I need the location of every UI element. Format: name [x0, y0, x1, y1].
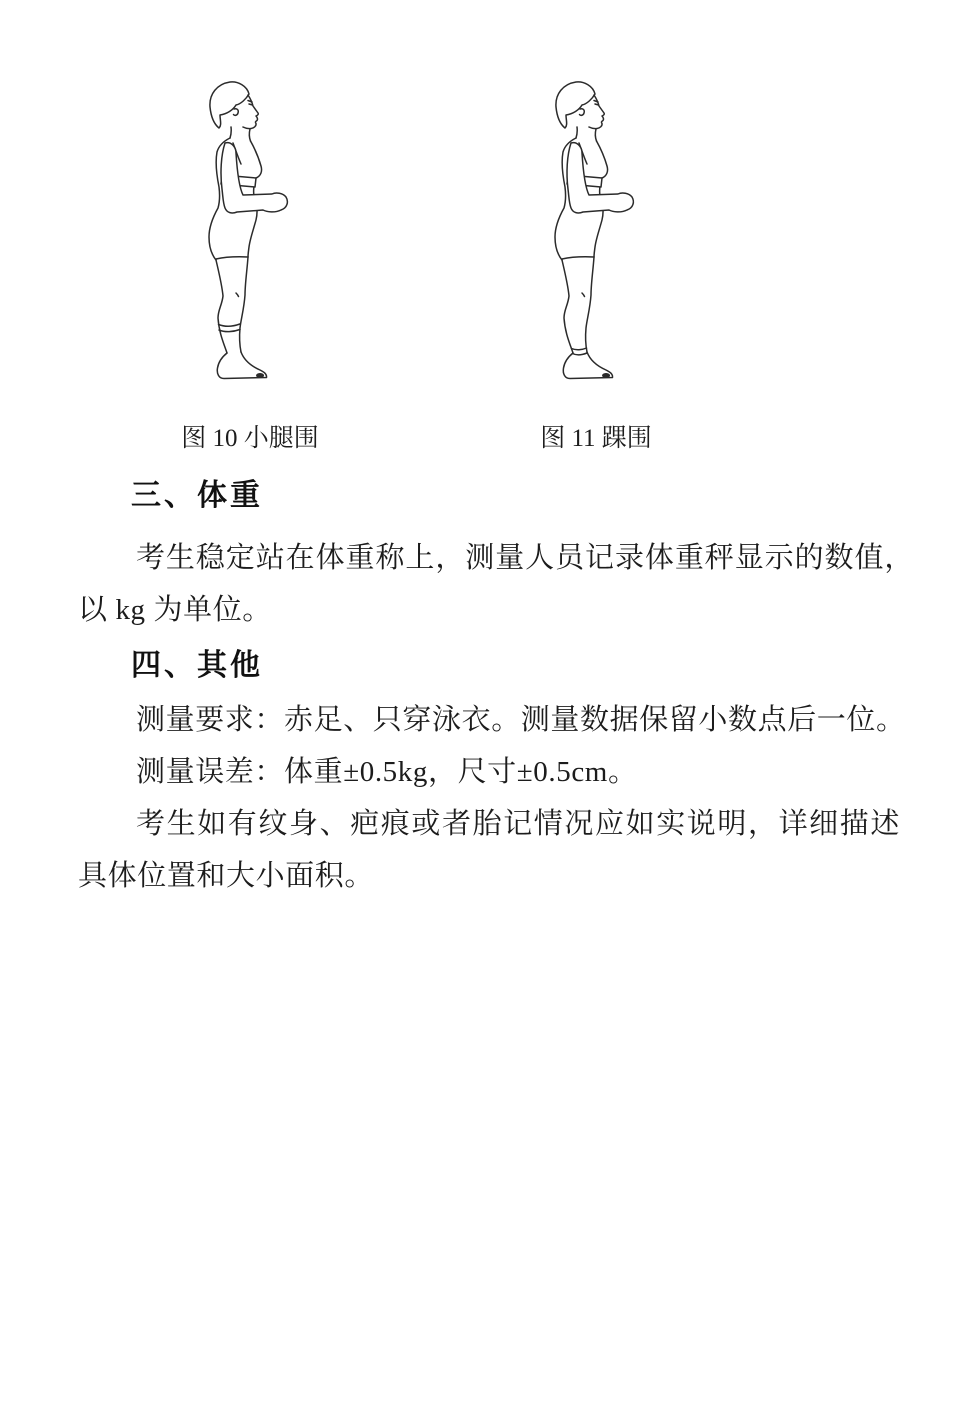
paragraph-weight-procedure: 考生稳定站在体重称上，测量人员记录体重秤显示的数值，以 kg 为单位。 — [78, 542, 914, 626]
figure-caption-ankle: 图 11 踝围 — [540, 425, 652, 452]
calf-measurement-band — [219, 324, 241, 332]
figure-outline — [209, 82, 287, 379]
section-heading-weight: 三、体重 — [131, 479, 263, 512]
calf-measurement-figure-illustration — [203, 81, 295, 383]
ankle-measurement-band — [572, 348, 588, 355]
paragraph-measure-tolerance: 测量误差：体重±0.5kg，尺寸±0.5cm。 — [136, 756, 638, 788]
figure-caption-calf: 图 10 小腿围 — [181, 425, 319, 452]
ankle-measurement-figure-illustration — [549, 81, 641, 383]
paragraph-tattoo-disclosure: 考生如有纹身、疤痕或者胎记情况应如实说明，详细描述具体位置和大小面积。 — [78, 808, 900, 892]
figure-outline — [555, 82, 633, 379]
section-heading-other: 四、其他 — [131, 649, 263, 682]
document-body — [78, 470, 914, 902]
paragraph-measure-requirements: 测量要求：赤足、只穿泳衣。测量数据保留小数点后一位。 — [136, 704, 906, 736]
